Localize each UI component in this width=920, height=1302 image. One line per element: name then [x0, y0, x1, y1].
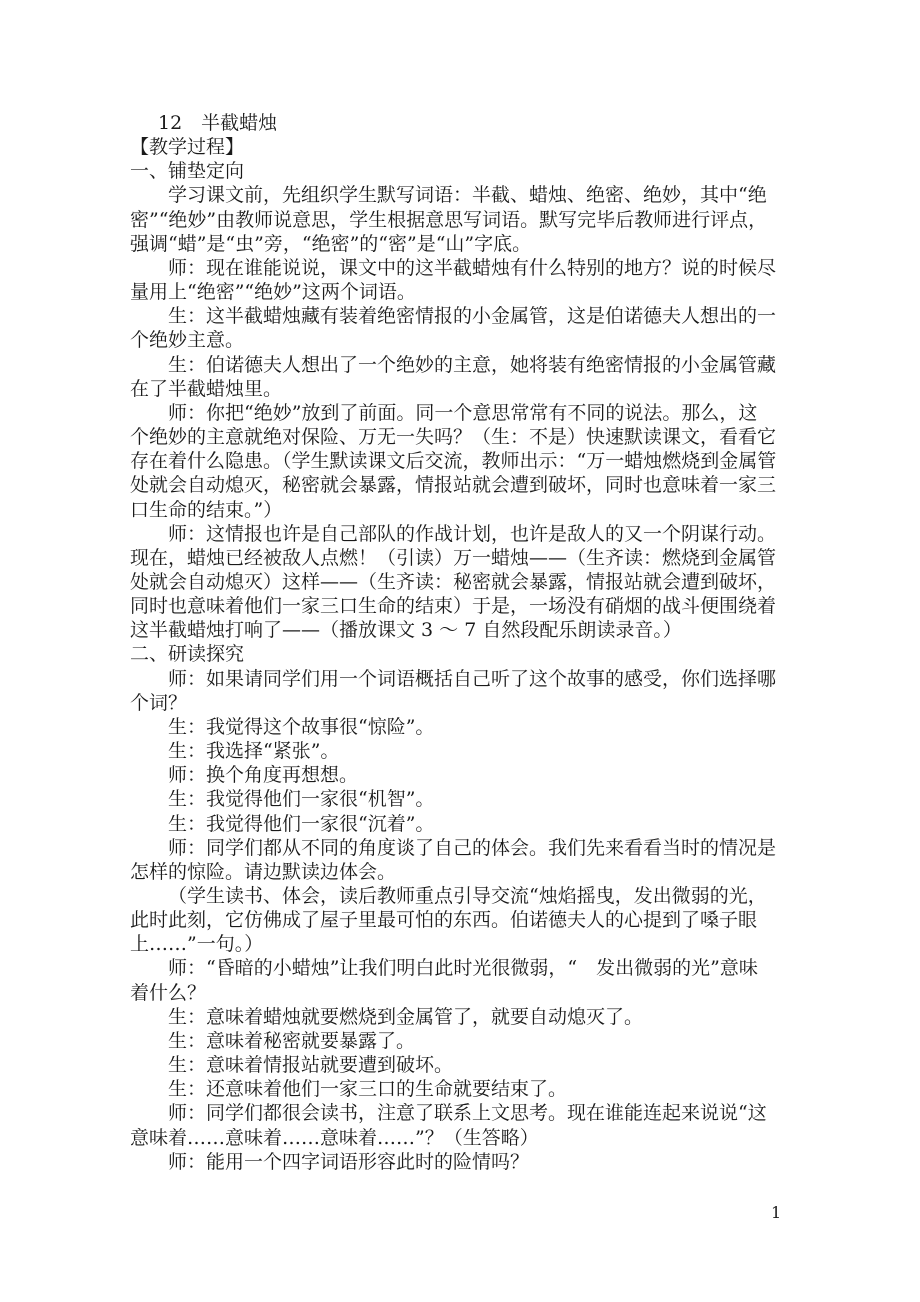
text-line: 师：你把“绝妙”放到了前面。同一个意思常常有不同的说法。那么，这 [168, 401, 758, 424]
text-line: 师：同学们都从不同的角度谈了自己的体会。我们先来看看当时的情况是 [168, 836, 777, 859]
text-line: 生：意味着秘密就要暴露了。 [168, 1029, 416, 1052]
text-line: 学习课文前，先组织学生默写词语：半截、蜡烛、绝密、绝妙，其中“绝 [168, 184, 767, 207]
text-line: 生：意味着蜡烛就要燃烧到金属管了，就要自动熄灭了。 [168, 1005, 644, 1028]
text-line: 生：这半截蜡烛藏有装着绝密情报的小金属管，这是伯诺德夫人想出的一 [168, 305, 777, 328]
text-line: 着什么？ [130, 981, 207, 1004]
text-line: 意味着……意味着……意味着……”？（生答略） [130, 1126, 539, 1149]
text-line: 师：同学们都很会读书，注意了联系上文思考。现在谁能连起来说说“这 [168, 1102, 767, 1125]
text-line: 同时也意味着他们一家三口生命的结束）于是，一场没有硝烟的战斗便围绕着 [130, 595, 777, 618]
text-line: （学生读书、体会，读后教师重点引导交流“烛焰摇曳，发出微弱的光， [168, 885, 767, 907]
text-line: 【教学过程】 [130, 136, 245, 159]
page-number: 1 [771, 1203, 782, 1222]
text-line: 密”“绝妙”由教师说意思，学生根据意思写词语。默写完毕后教师进行评点， [130, 208, 768, 231]
text-line: 个词？ [130, 691, 188, 714]
text-line: 此时此刻，它仿佛成了屋子里最可怕的东西。伯诺德夫人的心提到了嗓子眼 [130, 909, 758, 932]
text-line: 师：如果请同学们用一个词语概括自己听了这个故事的感受，你们选择哪 [168, 667, 777, 690]
text-line: 个绝妙的主意就绝对保险、万无一失吗？（生：不是）快速默读课文，看看它 [130, 426, 777, 449]
text-line: 生：还意味着他们一家三口的生命就要结束了。 [168, 1078, 568, 1101]
text-line: 存在着什么隐患。（学生默读课文后交流，教师出示：“万一蜡烛燃烧到金属管 [130, 450, 777, 473]
text-line: 个绝妙主意。 [130, 329, 245, 352]
text-line: 生：伯诺德夫人想出了一个绝妙的主意，她将装有绝密情报的小金属管藏 [168, 353, 777, 376]
text-line: 师：换个角度再想想。 [168, 764, 359, 787]
text-line: 强调“蜡”是“虫”旁，“绝密”的“密”是“山”字底。 [130, 232, 532, 255]
text-line: 口生命的结束。”） [130, 498, 283, 521]
text-line: 在了半截蜡烛里。 [130, 377, 283, 400]
text-line: 师：能用一个四字词语形容此时的险情吗？ [168, 1150, 530, 1173]
document-lines [130, 111, 798, 1174]
text-line: 处就会自动熄灭，秘密就会暴露，情报站就会遭到破坏，同时也意味着一家三 [130, 474, 777, 497]
text-line: 量用上“绝密”“绝妙”这两个词语。 [130, 281, 416, 304]
text-line: 生：我选择“紧张”。 [168, 740, 340, 763]
text-line: 师：这情报也许是自己部队的作战计划，也许是敌人的又一个阴谋行动。 [168, 522, 777, 545]
text-line: 上……”一句。） [130, 933, 264, 956]
text-line: 怎样的惊险。请边默读边体会。 [130, 860, 397, 883]
text-line: 生：我觉得他们一家很“机智”。 [168, 788, 435, 811]
text-line: 生：意味着情报站就要遭到破坏。 [168, 1054, 454, 1077]
text-line: 师：现在谁能说说，课文中的这半截蜡烛有什么特别的地方？说的时候尽 [168, 256, 777, 279]
text-line: 二、研读探究 [130, 643, 245, 666]
text-line: 生：我觉得他们一家很“沉着”。 [168, 812, 435, 835]
text-line: 12 半截蜡烛 [158, 112, 278, 134]
text-line: 处就会自动熄灭）这样——（生齐读：秘密就会暴露，情报站就会遭到破坏， [130, 570, 777, 593]
text-line: 这半截蜡烛打响了——（播放课文 3 ～ 7 自然段配乐朗读录音。） [130, 619, 682, 642]
text-line: 一、铺垫定向 [130, 160, 245, 183]
text-line: 现在，蜡烛已经被敌人点燃！（引读）万一蜡烛——（生齐读：燃烧到金属管 [130, 546, 777, 569]
text-line: 师：“昏暗的小蜡烛”让我们明白此时光很微弱，“ 发出微弱的光”意味 [168, 957, 758, 980]
text-line: 生：我觉得这个故事很“惊险”。 [168, 715, 435, 738]
